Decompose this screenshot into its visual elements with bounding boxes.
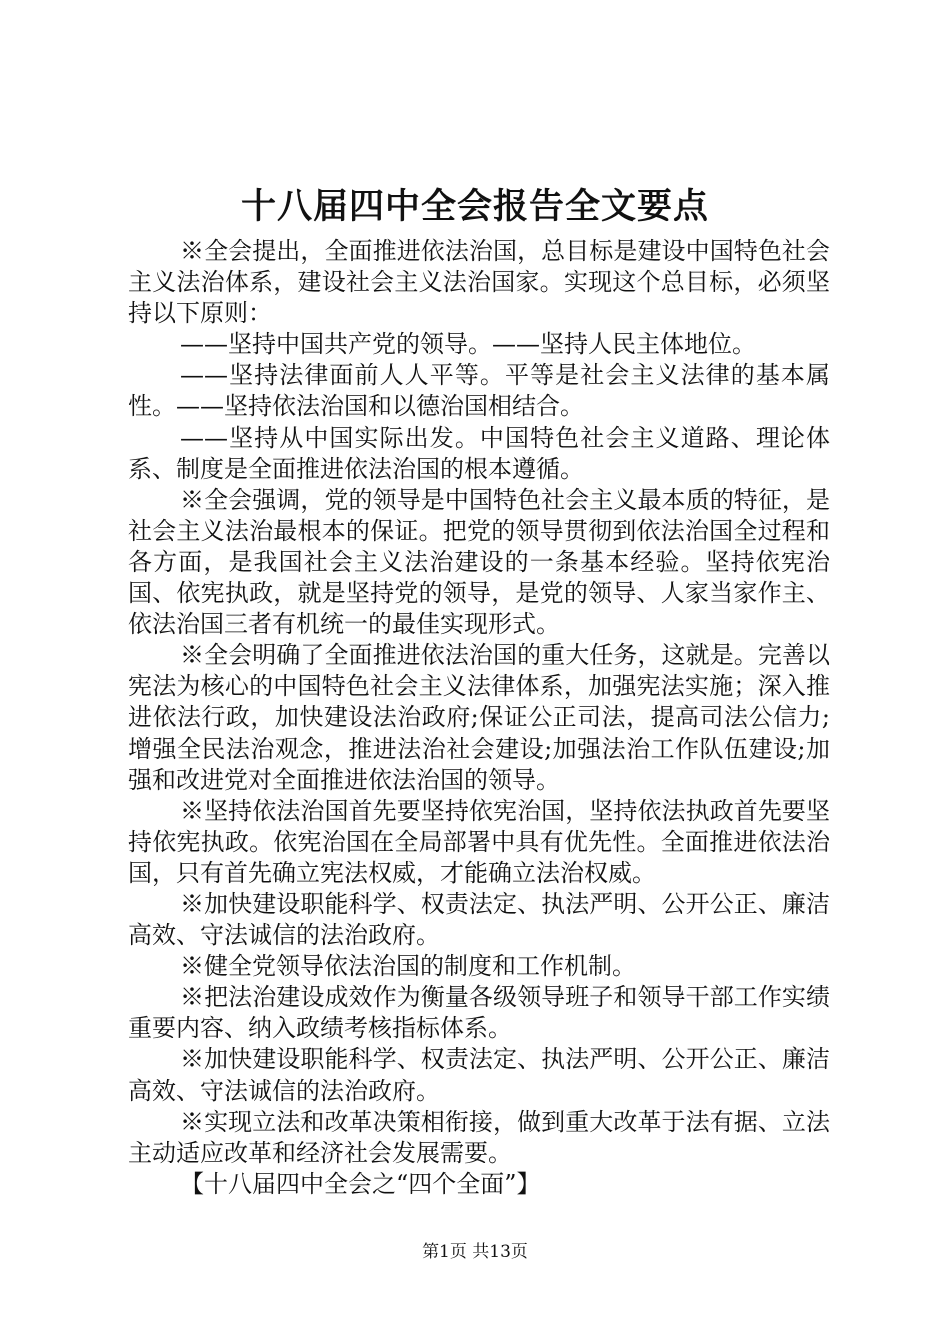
paragraph: ※实现立法和改革决策相衔接，做到重大改革于法有据、立法主动适应改革和经济社会发展需要。 — [128, 1107, 830, 1167]
paragraph: ——坚持法律面前人人平等。平等是社会主义法律的基本属性。——坚持依法治国和以德治国相结合。 — [128, 361, 830, 421]
page-number-footer: 第1页 共13页 — [422, 1242, 528, 1262]
paragraph: ※全会强调，党的领导是中国特色社会主义最本质的特征，是社会主义法治最根本的保证。把党的领导贯彻到依法治国全过程和各方面，是我国社会主义法治建设的一条基本经验。坚持依宪治国、依宪执政，就是坚持党的领导，是党的领导、人家当家作主、依法治国三者有机统一的最佳实现形式。 — [128, 485, 830, 639]
paragraph: ※坚持依法治国首先要坚持依宪治国，坚持依法执政首先要坚持依宪执政。依宪治国在全局部署中具有优先性。全面推进依法治国，只有首先确立宪法权威，才能确立法治权威。 — [128, 796, 830, 887]
paragraph: ——坚持中国共产党的领导。——坚持人民主体地位。 — [180, 330, 756, 359]
paragraph: ※健全党领导依法治国的制度和工作机制。 — [180, 952, 636, 981]
paragraph: ——坚持从中国实际出发。中国特色社会主义道路、理论体系、制度是全面推进依法治国的根本遵循。 — [128, 423, 830, 483]
paragraph: 【十八届四中全会之“四个全面”】 — [180, 1169, 541, 1198]
paragraph: ※全会提出，全面推进依法治国，总目标是建设中国特色社会主义法治体系，建设社会主义法治国家。实现这个总目标，必须坚持以下原则： — [128, 237, 830, 328]
document-body — [128, 236, 830, 1200]
document-title: 十八届四中全会报告全文要点 — [240, 186, 709, 227]
paragraph: ※全会明确了全面推进依法治国的重大任务，这就是。完善以宪法为核心的中国特色社会主义法律体系，加强宪法实施；深入推进依法行政，加快建设法治政府;保证公正司法，提高司法公信力;增强全民法治观念，推进法治社会建设;加强法治工作队伍建设;加强和改进党对全面推进依法治国的领导。 — [128, 641, 830, 794]
paragraph: ※加快建设职能科学、权责法定、执法严明、公开公正、廉洁高效、守法诚信的法治政府。 — [128, 1045, 830, 1105]
paragraph: ※加快建设职能科学、权责法定、执法严明、公开公正、廉洁高效、守法诚信的法治政府。 — [128, 889, 830, 950]
paragraph: ※把法治建设成效作为衡量各级领导班子和领导干部工作实绩重要内容、纳入政绩考核指标体系。 — [128, 983, 830, 1043]
